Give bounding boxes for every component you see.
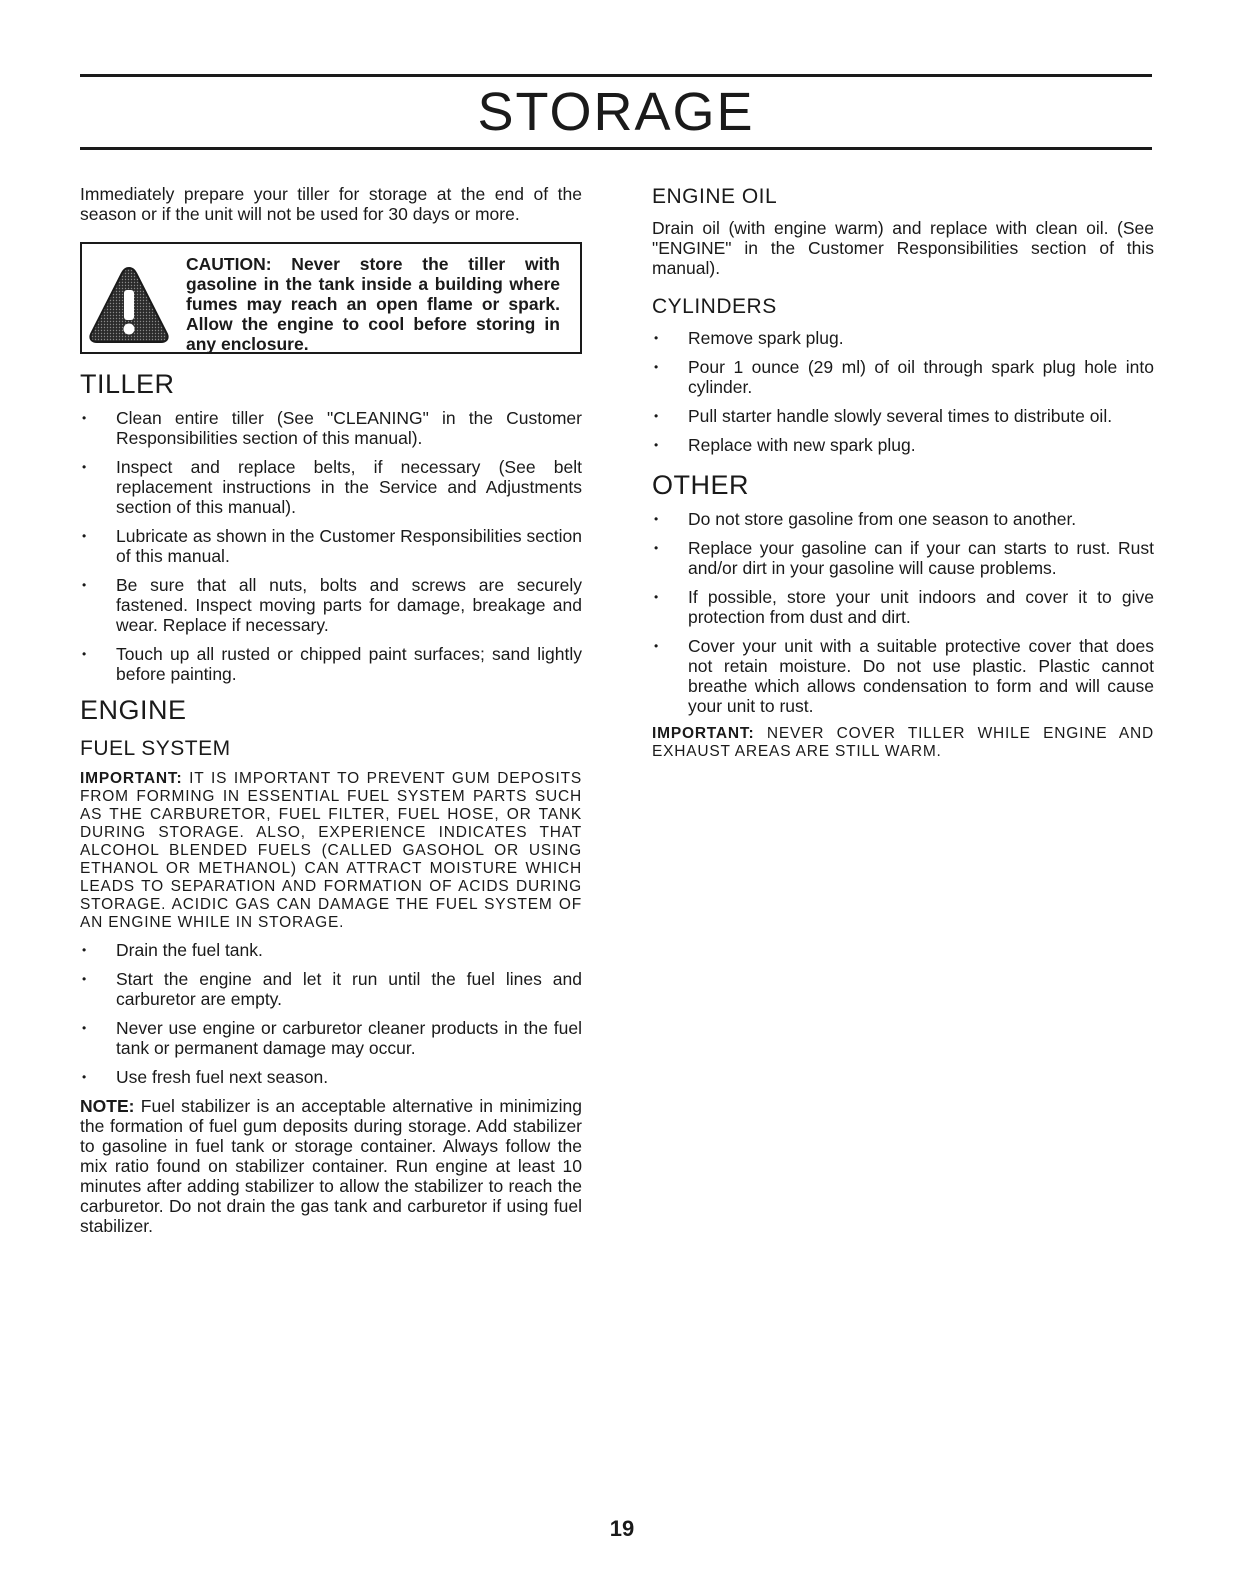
fuel-system-heading: FUEL SYSTEM — [80, 737, 231, 760]
cylinders-heading: CYLINDERS — [652, 295, 777, 318]
list-item: • Never use engine or carburetor cleaner products in the fuel tank or permanent damage may occur. — [80, 1018, 582, 1058]
list-item: • Pour 1 ounce (29 ml) of oil through spark plug hole into cylinder. — [652, 357, 1154, 397]
list-item: • If possible, store your unit indoors and cover it to give protection from dust and dirt. — [652, 587, 1154, 627]
title-rule-bottom — [80, 147, 1152, 150]
list-item: • Lubricate as shown in the Customer Responsibilities section of this manual. — [80, 526, 582, 566]
important-label: IMPORTANT: — [80, 770, 183, 787]
list-item: • Cover your unit with a suitable protective cover that does not retain moisture. Do not use plastic. Plastic cannot breathe which allows condensation to form and will cause your unit to rust. — [652, 636, 1154, 716]
page-title: STORAGE — [477, 82, 755, 142]
left-column — [80, 184, 582, 1236]
list-item: • Replace with new spark plug. — [652, 435, 1154, 455]
note-label: NOTE: — [80, 1096, 135, 1116]
engine-oil-text: Drain oil (with engine warm) and replace with clean oil. (See "ENGINE" in the Customer Responsibilities section of this manual). — [652, 218, 1154, 278]
list-item: • Be sure that all nuts, bolts and screws are securely fastened. Inspect moving parts for damage, breakage and wear. Replace if necessary. — [80, 575, 582, 635]
list-item: • Inspect and replace belts, if necessary (See belt replacement instructions in the Service and Adjustments section of this manual). — [80, 457, 582, 517]
important-text: IT IS IMPORTANT TO PREVENT GUM DEPOSITS FROM FORMING IN ESSENTIAL FUEL SYSTEM PARTS SUCH AS THE CARBURETOR, FUEL FILTER, FUEL HOSE, OR TANK DURING STORAGE. ALSO, EXPERIENCE INDICATES THAT ALCOHOL BLENDED FUELS (CALLED GASOHOL OR USING ETHANOL OR METHANOL) CAN ATTRACT MOISTURE WHICH LEADS TO SEPARATION AND FORMATION OF ACIDS DURING STORAGE. ACIDIC GAS CAN DAMAGE THE FUEL SYSTEM OF AN ENGINE WHILE IN STORAGE. — [80, 770, 582, 931]
warning-triangle-icon — [88, 266, 170, 344]
list-item: • Touch up all rusted or chipped paint surfaces; sand lightly before painting. — [80, 644, 582, 684]
caution-box — [80, 242, 582, 354]
list-item: • Drain the fuel tank. — [80, 940, 582, 960]
other-heading: OTHER — [652, 470, 749, 500]
note-text: Fuel stabilizer is an acceptable alternative in minimizing the formation of fuel gum deposits during storage. Add stabilizer to gasoline in fuel tank or storage container. Always follow the mix ratio found on stabilizer container. Run engine at least 10 minutes after adding stabilizer to allow the stabilizer to reach the carburetor. Do not drain the gas tank and carburetor if using fuel stabilizer. — [80, 1096, 582, 1236]
list-item: • Use fresh fuel next season. — [80, 1067, 582, 1087]
page-number: 19 — [609, 1516, 635, 1541]
fuel-list — [80, 940, 582, 1087]
right-column — [652, 184, 1154, 761]
list-item: • Start the engine and let it run until the fuel lines and carburetor are empty. — [80, 969, 582, 1009]
list-item: • Do not store gasoline from one season to another. — [652, 509, 1154, 529]
important-text: NEVER COVER TILLER WHILE ENGINE AND EXHAUST AREAS ARE STILL WARM. — [652, 725, 1154, 760]
title-rule-top — [80, 74, 1152, 77]
tiller-heading: TILLER — [80, 369, 175, 399]
other-list — [652, 509, 1154, 716]
note-paragraph — [80, 1096, 582, 1236]
caution-text: CAUTION: Never store the tiller with gasoline in the tank inside a building where fumes may reach an open flame or spark. Allow the engine to cool before storing in any enclosure. — [186, 254, 560, 354]
list-item: • Remove spark plug. — [652, 328, 1154, 348]
fuel-important-paragraph — [80, 770, 582, 932]
list-item: • Clean entire tiller (See "CLEANING" in the Customer Responsibilities section of this manual). — [80, 408, 582, 448]
list-item: • Pull starter handle slowly several times to distribute oil. — [652, 406, 1154, 426]
other-important-paragraph — [652, 725, 1154, 761]
engine-heading: ENGINE — [80, 695, 187, 725]
engine-oil-heading: ENGINE OIL — [652, 185, 778, 208]
cylinders-list — [652, 328, 1154, 455]
important-label: IMPORTANT: — [652, 725, 755, 742]
list-item: • Replace your gasoline can if your can starts to rust. Rust and/or dirt in your gasoline will cause problems. — [652, 538, 1154, 578]
intro-paragraph: Immediately prepare your tiller for storage at the end of the season or if the unit will not be used for 30 days or more. — [80, 184, 582, 224]
tiller-list — [80, 408, 582, 684]
